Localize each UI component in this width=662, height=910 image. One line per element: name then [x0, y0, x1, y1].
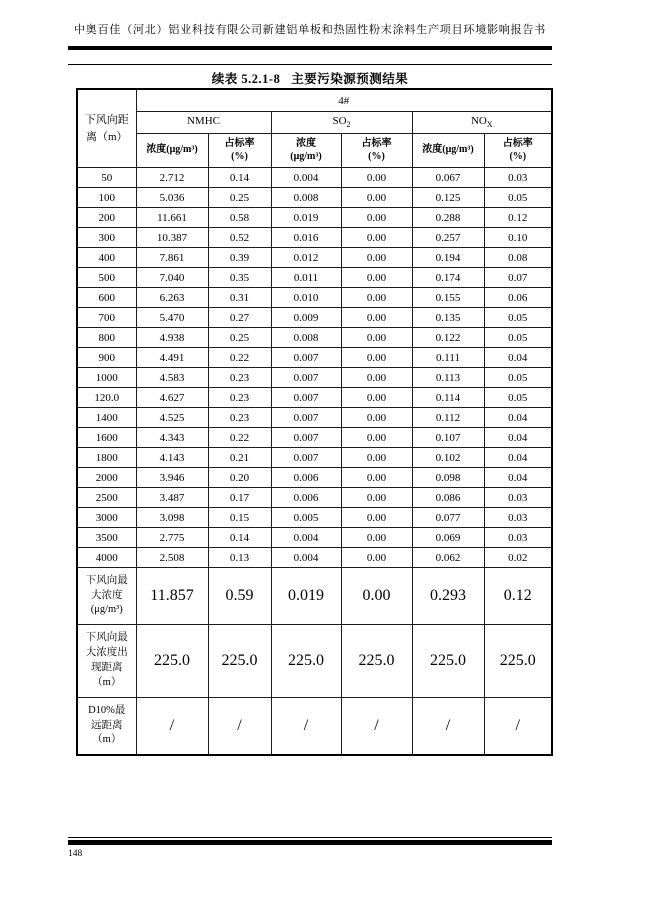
- value-cell: 4.143: [136, 448, 208, 468]
- value-cell: 0.04: [484, 348, 552, 368]
- value-cell: 0.00: [341, 468, 412, 488]
- value-cell: 7.861: [136, 248, 208, 268]
- value-cell: 0.00: [341, 428, 412, 448]
- value-cell: 0.194: [412, 248, 484, 268]
- footer-rule-thin: [68, 837, 552, 838]
- pollutant-name: NMHC: [186, 115, 220, 128]
- value-cell: 0.13: [208, 548, 271, 568]
- conc-header-text: 浓度(μg/m³): [422, 144, 474, 156]
- rate-header-line2: (%): [231, 150, 248, 162]
- value-cell: /: [136, 698, 208, 756]
- pollution-prediction-table: [76, 88, 553, 756]
- value-cell: 0.010: [271, 288, 341, 308]
- summary-label-line: (μg/m³): [90, 604, 123, 616]
- value-cell: 0.05: [484, 368, 552, 388]
- value-cell: 0.00: [341, 388, 412, 408]
- value-cell: 4.583: [136, 368, 208, 388]
- value-cell: 0.011: [271, 268, 341, 288]
- value-cell: 0.069: [412, 528, 484, 548]
- value-cell: 0.03: [484, 508, 552, 528]
- value-cell: 0.52: [208, 228, 271, 248]
- summary-label-line: 远距离: [91, 719, 123, 731]
- value-cell: 0.012: [271, 248, 341, 268]
- summary-row: [77, 698, 552, 756]
- value-cell: 0.111: [412, 348, 484, 368]
- value-cell: 0.00: [341, 168, 412, 188]
- value-cell: 225.0: [136, 625, 208, 698]
- table-row: [77, 428, 552, 448]
- distance-cell: 1600: [77, 428, 136, 448]
- distance-cell: 300: [77, 228, 136, 248]
- value-cell: /: [412, 698, 484, 756]
- value-cell: 0.077: [412, 508, 484, 528]
- table-row: [77, 288, 552, 308]
- distance-cell: 100: [77, 188, 136, 208]
- table-row: [77, 208, 552, 228]
- value-cell: 0.12: [484, 208, 552, 228]
- value-cell: 0.00: [341, 548, 412, 568]
- value-cell: 0.00: [341, 248, 412, 268]
- value-cell: 0.007: [271, 348, 341, 368]
- distance-cell: 500: [77, 268, 136, 288]
- value-cell: 0.02: [484, 548, 552, 568]
- value-cell: 2.775: [136, 528, 208, 548]
- pollutant-header-so2: [271, 112, 412, 134]
- pollutant-header-nmhc: [136, 112, 271, 134]
- pollutant-subscript: 2: [346, 120, 351, 130]
- header-rule-thin: [68, 64, 552, 65]
- pollutant-header-nox: [412, 112, 552, 134]
- value-cell: 0.59: [208, 568, 271, 625]
- value-cell: 225.0: [271, 625, 341, 698]
- value-cell: 0.07: [484, 268, 552, 288]
- value-cell: 225.0: [341, 625, 412, 698]
- value-cell: 0.006: [271, 488, 341, 508]
- value-cell: 4.525: [136, 408, 208, 428]
- value-cell: 0.25: [208, 188, 271, 208]
- distance-cell: 4000: [77, 548, 136, 568]
- pollutant-name: NO: [470, 115, 487, 128]
- footer-rule-thick: [68, 840, 552, 845]
- rate-header-line2: (%): [368, 150, 385, 162]
- summary-label-cell: [77, 625, 136, 698]
- distance-cell: 400: [77, 248, 136, 268]
- document-header-title: 中奥百佳（河北）铝业科技有限公司新建铝单板和热固性粉末涂料生产项目环境影响报告书: [74, 24, 546, 36]
- value-cell: 4.343: [136, 428, 208, 448]
- table-row: [77, 168, 552, 188]
- value-cell: 0.00: [341, 228, 412, 248]
- distance-cell: 2000: [77, 468, 136, 488]
- table-row: [77, 268, 552, 288]
- value-cell: 2.712: [136, 168, 208, 188]
- value-cell: 0.05: [484, 308, 552, 328]
- rate-header-line1: 占标率: [361, 138, 392, 149]
- table-row: [77, 468, 552, 488]
- value-cell: 0.288: [412, 208, 484, 228]
- distance-cell: 120.0: [77, 388, 136, 408]
- value-cell: 0.21: [208, 448, 271, 468]
- value-cell: 0.27: [208, 308, 271, 328]
- value-cell: 0.00: [341, 208, 412, 228]
- value-cell: 0.12: [484, 568, 552, 625]
- value-cell: 11.661: [136, 208, 208, 228]
- value-cell: /: [271, 698, 341, 756]
- value-cell: 0.23: [208, 368, 271, 388]
- value-cell: 0.016: [271, 228, 341, 248]
- conc-header-line1: 浓度: [296, 138, 316, 149]
- value-cell: 0.00: [341, 268, 412, 288]
- value-cell: 0.03: [484, 528, 552, 548]
- table-row: [77, 368, 552, 388]
- value-cell: 0.03: [484, 168, 552, 188]
- table-row: [77, 448, 552, 468]
- value-cell: 0.007: [271, 368, 341, 388]
- value-cell: 0.05: [484, 328, 552, 348]
- summary-label-line: 下风向最: [85, 574, 128, 586]
- value-cell: 0.35: [208, 268, 271, 288]
- pollutant-subscript: X: [486, 120, 493, 130]
- nmhc-concentration-header: [136, 134, 208, 168]
- distance-cell: 2500: [77, 488, 136, 508]
- distance-cell: 3500: [77, 528, 136, 548]
- value-cell: 0.17: [208, 488, 271, 508]
- distance-cell: 1400: [77, 408, 136, 428]
- summary-label-cell: [77, 698, 136, 756]
- pollutant-header-row: [77, 112, 552, 134]
- value-cell: 0.22: [208, 428, 271, 448]
- value-cell: 0.257: [412, 228, 484, 248]
- value-cell: 0.06: [484, 288, 552, 308]
- value-cell: 0.00: [341, 188, 412, 208]
- value-cell: 0.007: [271, 428, 341, 448]
- value-cell: 0.174: [412, 268, 484, 288]
- summary-row: [77, 625, 552, 698]
- table-row: [77, 308, 552, 328]
- distance-cell: 800: [77, 328, 136, 348]
- summary-label-line: （m）: [92, 734, 122, 746]
- value-cell: 0.14: [208, 528, 271, 548]
- value-cell: /: [341, 698, 412, 756]
- value-cell: 0.007: [271, 388, 341, 408]
- summary-label-line: D10%最: [88, 704, 126, 716]
- value-cell: 0.155: [412, 288, 484, 308]
- distance-header-line2: 离（m）: [85, 130, 128, 143]
- value-cell: 0.122: [412, 328, 484, 348]
- value-cell: 0.04: [484, 468, 552, 488]
- value-cell: 0.39: [208, 248, 271, 268]
- table-row: [77, 408, 552, 428]
- value-cell: 0.006: [271, 468, 341, 488]
- summary-label-line: 现距离: [91, 662, 123, 673]
- distance-cell: 600: [77, 288, 136, 308]
- value-cell: 0.112: [412, 408, 484, 428]
- distance-cell: 700: [77, 308, 136, 328]
- distance-cell: 900: [77, 348, 136, 368]
- summary-row: [77, 568, 552, 625]
- value-cell: 0.22: [208, 348, 271, 368]
- summary-label-line: 大浓度出: [85, 647, 128, 659]
- summary-label-line: 下风向最: [85, 632, 128, 644]
- value-cell: 4.491: [136, 348, 208, 368]
- value-cell: 0.102: [412, 448, 484, 468]
- value-cell: 0.008: [271, 188, 341, 208]
- table-row: [77, 348, 552, 368]
- nox-ratio-header: [484, 134, 552, 168]
- value-cell: 2.508: [136, 548, 208, 568]
- distance-cell: 50: [77, 168, 136, 188]
- table-body: [77, 168, 552, 756]
- value-cell: 0.00: [341, 368, 412, 388]
- sub-header-row: [77, 134, 552, 168]
- value-cell: 0.019: [271, 208, 341, 228]
- conc-header-line2: (μg/m³): [290, 150, 322, 162]
- value-cell: 0.03: [484, 488, 552, 508]
- value-cell: 225.0: [208, 625, 271, 698]
- value-cell: 4.938: [136, 328, 208, 348]
- value-cell: 0.58: [208, 208, 271, 228]
- table-row: [77, 388, 552, 408]
- value-cell: 0.004: [271, 168, 341, 188]
- value-cell: 0.00: [341, 448, 412, 468]
- distance-header-line1: 下风向距: [84, 114, 129, 126]
- value-cell: 0.14: [208, 168, 271, 188]
- summary-label-line: 大浓度: [91, 589, 123, 601]
- distance-column-header: [77, 89, 136, 168]
- value-cell: 10.387: [136, 228, 208, 248]
- value-cell: 3.946: [136, 468, 208, 488]
- value-cell: 0.20: [208, 468, 271, 488]
- value-cell: 0.00: [341, 528, 412, 548]
- value-cell: 11.857: [136, 568, 208, 625]
- rate-header-line1: 占标率: [502, 138, 533, 149]
- value-cell: 0.098: [412, 468, 484, 488]
- value-cell: 0.00: [341, 288, 412, 308]
- value-cell: 0.04: [484, 408, 552, 428]
- value-cell: /: [208, 698, 271, 756]
- value-cell: 0.25: [208, 328, 271, 348]
- table-row: [77, 508, 552, 528]
- table-row: [77, 528, 552, 548]
- value-cell: 0.007: [271, 448, 341, 468]
- page-number: 148: [68, 849, 83, 859]
- value-cell: 0.062: [412, 548, 484, 568]
- value-cell: 0.04: [484, 448, 552, 468]
- distance-cell: 200: [77, 208, 136, 228]
- value-cell: 0.00: [341, 308, 412, 328]
- value-cell: 0.293: [412, 568, 484, 625]
- source-header-row: [77, 89, 552, 112]
- value-cell: 0.067: [412, 168, 484, 188]
- table-row: [77, 248, 552, 268]
- value-cell: 4.627: [136, 388, 208, 408]
- rate-header-line1: 占标率: [224, 138, 255, 149]
- so2-ratio-header: [341, 134, 412, 168]
- conc-header-text: 浓度(μg/m³): [146, 144, 198, 156]
- value-cell: 0.00: [341, 328, 412, 348]
- value-cell: 0.08: [484, 248, 552, 268]
- value-cell: 0.00: [341, 408, 412, 428]
- table-row: [77, 328, 552, 348]
- pollutant-name: SO: [332, 115, 347, 128]
- value-cell: 0.135: [412, 308, 484, 328]
- source-label: 4#: [136, 89, 552, 112]
- value-cell: 5.036: [136, 188, 208, 208]
- distance-cell: 1800: [77, 448, 136, 468]
- distance-cell: 3000: [77, 508, 136, 528]
- summary-label-cell: [77, 568, 136, 625]
- value-cell: 0.31: [208, 288, 271, 308]
- rate-header-line2: (%): [509, 150, 527, 162]
- nox-concentration-header: [412, 134, 484, 168]
- summary-label-line: （m）: [92, 676, 122, 688]
- value-cell: 0.00: [341, 508, 412, 528]
- nmhc-ratio-header: [208, 134, 271, 168]
- value-cell: 0.107: [412, 428, 484, 448]
- value-cell: 5.470: [136, 308, 208, 328]
- so2-concentration-header: [271, 134, 341, 168]
- value-cell: 0.04: [484, 428, 552, 448]
- header-rule-thick: [68, 46, 552, 50]
- table-row: [77, 488, 552, 508]
- value-cell: /: [484, 698, 552, 756]
- value-cell: 6.263: [136, 288, 208, 308]
- value-cell: 0.004: [271, 548, 341, 568]
- table-row: [77, 228, 552, 248]
- table-row: [77, 548, 552, 568]
- table-title: 续表 5.2.1-8 主要污染源预测结果: [211, 72, 409, 86]
- value-cell: 0.00: [341, 568, 412, 625]
- value-cell: 0.005: [271, 508, 341, 528]
- value-cell: 0.10: [484, 228, 552, 248]
- value-cell: 0.113: [412, 368, 484, 388]
- value-cell: 0.23: [208, 408, 271, 428]
- value-cell: 0.114: [412, 388, 484, 408]
- distance-cell: 1000: [77, 368, 136, 388]
- value-cell: 0.23: [208, 388, 271, 408]
- value-cell: 0.007: [271, 408, 341, 428]
- value-cell: 0.019: [271, 568, 341, 625]
- value-cell: 0.05: [484, 388, 552, 408]
- table-row: [77, 188, 552, 208]
- value-cell: 0.009: [271, 308, 341, 328]
- value-cell: 0.004: [271, 528, 341, 548]
- value-cell: 0.15: [208, 508, 271, 528]
- value-cell: 0.00: [341, 488, 412, 508]
- value-cell: 0.086: [412, 488, 484, 508]
- value-cell: 0.00: [341, 348, 412, 368]
- value-cell: 7.040: [136, 268, 208, 288]
- value-cell: 3.098: [136, 508, 208, 528]
- value-cell: 3.487: [136, 488, 208, 508]
- value-cell: 225.0: [412, 625, 484, 698]
- value-cell: 0.125: [412, 188, 484, 208]
- value-cell: 225.0: [484, 625, 552, 698]
- value-cell: 0.05: [484, 188, 552, 208]
- value-cell: 0.008: [271, 328, 341, 348]
